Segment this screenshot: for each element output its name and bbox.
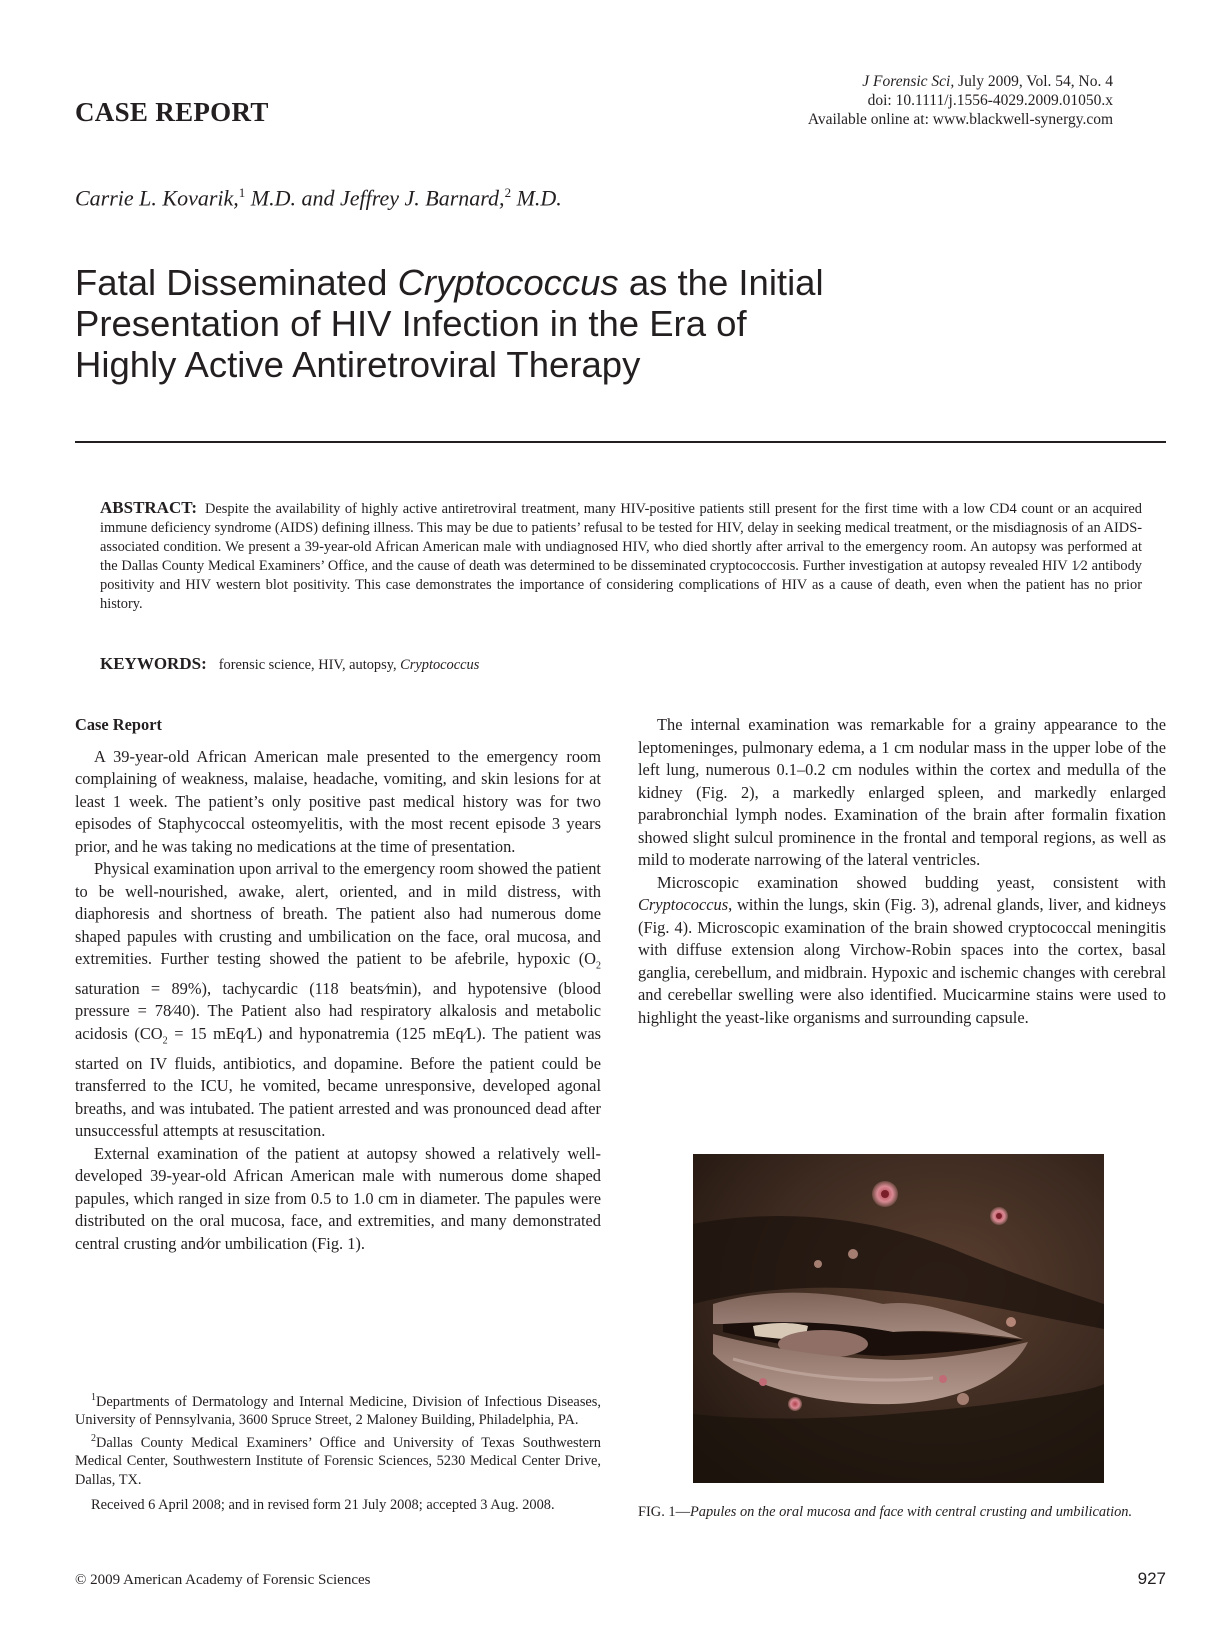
author-line xyxy=(75,185,562,211)
figure-caption-text: Papules on the oral mucosa and face with central crusting and umbilication. xyxy=(689,1504,1133,1520)
paragraph-4: The internal examination was remarkable for a grainy appearance to the leptomeninges, pulmonary edema, a 1 cm nodular mass in the upper lobe of the left lung, numerous 0.1–0.2 cm nodules within the cortex and medulla of the kidney (Fig. 2), a markedly enlarged spleen, and markedly enlarged parabronchial lymph nodes. Examination of the brain after formalin fixation showed slight sulcul prominence in the frontal and temporal regions, as well as mild to moderate narrowing of the lateral ventricles. xyxy=(638,715,1166,869)
paragraph-2: Physical examination upon arrival to the emergency room showed the patient to be well-nourished, awake, alert, oriented, and in mild distress, with diaphoresis and shortness of breath. The patient also had numerous dome shaped papules with crusting and umbilication on the face, oral mucosa, and extremities. Further testing showed the patient to be afebrile, hypoxic ($O_2$ saturation = 89%), tachycardic (118 beats⁄min), and hypotensive (blood pressure = 78⁄40). The Patient also had respiratory alkalosis and metabolic acidosis ($CO_2 = 15$ mEq⁄L) and hyponatremia (125 mEq⁄L). The patient was started on IV fluids, antibiotics, and dopamine. Before the patient could be transferred to the ICU, he vomited, became unresponsive, developed agonal breaths, and was intubated. The patient arrested and was pronounced dead after unsuccessful attempts at resuscitation. xyxy=(75,859,601,1141)
keywords-italic: Cryptococcus xyxy=(400,657,480,673)
journal-name: J Forensic Sci, xyxy=(862,73,955,90)
abstract-text: Despite the availability of highly active antiretroviral treatment, many HIV-positive patients still present for the first time with a low CD4 count or an acquired immune deficiency syndrome (AIDS) defining illness. This may be due to patients’ refusal to be tested for HIV, delay in seeking medical treatment, or the misdiagnosis of an AIDS-associated condition. We present a 39-year-old African American male with undiagnosed HIV, who died shortly after arrival to the emergency room. An autopsy was performed at the Dallas County Medical Examiners’ Office, and the cause of death was determined to be disseminated cryptococcosis. Further investigation at autopsy revealed HIV 1⁄2 antibody positivity and HIV western blot positivity. This case demonstrates the importance of considering complications of HIV as a cause of death, even when the patient has no prior history. xyxy=(100,501,1142,612)
author-2-degree: M.D. xyxy=(511,185,562,211)
author-1: Carrie L. Kovarik, xyxy=(75,185,239,211)
author-2: M.D. and Jeffrey J. Barnard, xyxy=(245,185,505,211)
section-heading: Case Report xyxy=(75,715,162,734)
page-number: 927 xyxy=(1137,1569,1166,1588)
title-line-2: Presentation of HIV Infection in the Era of xyxy=(75,303,747,344)
keywords-label: KEYWORDS: xyxy=(100,654,207,673)
title-line-3: Highly Active Antiretroviral Therapy xyxy=(75,344,641,385)
title-organism: Cryptococcus xyxy=(397,262,619,303)
paragraph-3: External examination of the patient at autopsy showed a relatively well-developed 39-year-old African American male with numerous dome shaped papules, which ranged in size from 0.5 to 1.0 cm in diameter. The papules were distributed on the oral mucosa, face, and extremities, and many demonstrated central crusting and⁄or umbilication (Fig. 1). xyxy=(75,1143,601,1253)
section-label: CASE REPORT xyxy=(75,97,269,127)
abstract xyxy=(100,498,1142,614)
title-line-1: Fatal Disseminated Cryptococcus as the Initial xyxy=(75,262,824,303)
journal-citation xyxy=(808,72,1113,129)
online-availability: Available online at: www.blackwell-synergy.com xyxy=(807,111,1113,128)
journal-issue: July 2009, Vol. 54, No. 4 xyxy=(954,73,1113,90)
copyright: © 2009 American Academy of Forensic Sciences xyxy=(75,1572,371,1588)
figure-label: FIG. 1— xyxy=(638,1504,690,1520)
paragraph-5: Microscopic examination showed budding yeast, consistent with Cryptococcus, within the lungs, skin (Fig. 3), adrenal glands, liver, and kidneys (Fig. 4). Microscopic examination of the brain showed cryptococcal meningitis with diffuse extension along Virchow-Robin spaces into the cortex, basal ganglia, cerebellum, and midbrain. Hypoxic and ischemic changes with cerebral and cerebellar swelling were also identified. Mucicarmine stains were used to highlight the yeast-like organisms and surrounding capsule. xyxy=(638,872,1166,1027)
article-title xyxy=(75,262,975,385)
figure-1-caption xyxy=(638,1503,1166,1522)
left-column xyxy=(75,714,601,1255)
author-2-affiliation: 2 xyxy=(504,185,512,200)
paragraph-1: A 39-year-old African American male presented to the emergency room complaining of weakness, malaise, headache, vomiting, and skin lesions for at least 1 week. The patient’s only positive past medical history was for two episodes of Staphycoccal osteomyelitis, with the most recent episode 3 years prior, and he was taking no medications at the time of presentation. xyxy=(75,746,601,856)
footnotes xyxy=(75,1389,601,1515)
footnote-1: $^1$Departments of Dermatology and Internal Medicine, Division of Infectious Diseases, University of Pennsylvania, 3600 Spruce Street, 2 Maloney Building, Philadelphia, PA. xyxy=(75,1392,601,1429)
doi: doi: 10.1111/j.1556-4029.2009.01050.x xyxy=(867,92,1113,109)
footnote-2: $^2$Dallas County Medical Examiners’ Office and University of Texas Southwestern Medical Center, Southwestern Institute of Forensic Sciences, 5230 Medical Center Drive, Dallas, TX. xyxy=(75,1432,601,1488)
keywords xyxy=(100,654,479,674)
title-divider xyxy=(75,441,1166,443)
author-1-affiliation: 1 xyxy=(238,185,246,200)
right-column xyxy=(638,714,1166,1029)
received-dates: Received 6 April 2008; and in revised form 21 July 2008; accepted 3 Aug. 2008. xyxy=(91,1497,555,1514)
figure-1-photo xyxy=(693,1154,1104,1483)
keywords-text: forensic science, HIV, autopsy, xyxy=(218,657,401,673)
abstract-label: ABSTRACT: xyxy=(100,498,197,517)
